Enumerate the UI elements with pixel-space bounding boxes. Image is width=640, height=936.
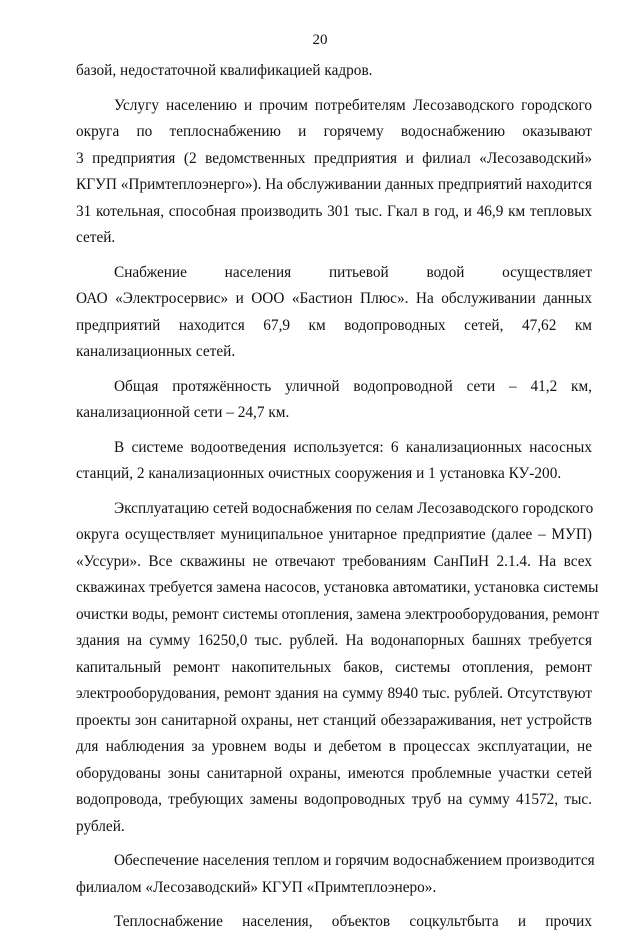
text-line: водопровода, требующих замены водопроводных труб на сумму 41572, тыс. (76, 791, 592, 808)
page-number: 20 (312, 32, 328, 48)
text-line: базой, недостаточной квалификацией кадров. (76, 62, 373, 79)
text-line: оборудованы зоны санитарной охраны, имеются проблемные участки сетей (76, 764, 592, 782)
text-line: станций, 2 канализационных очистных сооружения и 1 установка КУ-200. (76, 465, 562, 482)
paragraph (76, 58, 592, 85)
text-line: предприятий находится 67,9 км водопроводных сетей, 47,62 км (76, 316, 592, 334)
text-line: электрооборудования, ремонт здания на сумму 8940 тыс. рублей. Отсутствуют (76, 685, 592, 702)
text-line: округа осуществляет муниципальное унитарное предприятие (далее – МУП) (76, 526, 592, 543)
text-line: Общая протяжённость уличной водопроводной сети – 41,2 км, (114, 377, 592, 395)
text-line: КГУП «Примтеплоэнерго»). На обслуживании данных предприятий находится (76, 176, 592, 193)
body-text (76, 58, 600, 936)
text-line: сетей. (76, 229, 116, 246)
text-line: Теплоснабжение населения, объектов соцкультбыта и прочих (114, 913, 592, 930)
paragraph (76, 260, 592, 366)
text-line: Снабжение населения питьевой водой осуществляет (114, 263, 592, 281)
text-line: канализационных сетей. (76, 343, 236, 360)
text-line: ОАО «Электросервис» и ООО «Бастион Плюс». На обслуживании данных (76, 290, 592, 307)
text-line: «Уссури». Все скважины не отвечают требованиям СанПиН 2.1.4. На всех (76, 552, 592, 570)
text-line: здания на сумму 16250,0 тыс. рублей. На водонапорных башнях требуется (76, 632, 592, 649)
text-line: очистки воды, ремонт системы отопления, замена электрооборудования, ремонт (76, 605, 600, 623)
paragraph (76, 93, 592, 252)
text-line: В системе водоотведения используется: 6 канализационных насосных (114, 438, 592, 456)
paragraph (76, 496, 600, 841)
paragraph (76, 435, 592, 488)
text-line: 31 котельная, способная производить 301 тыс. Гкал в год, и 46,9 км тепловых (76, 202, 592, 220)
text-line: Эксплуатацию сетей водоснабжения по селам Лесозаводского городского (114, 499, 594, 517)
text-line: канализационной сети – 24,7 км. (76, 404, 290, 421)
text-line: проекты зон санитарной охраны, нет станций обеззараживания, нет устройств (76, 711, 592, 729)
text-line: Обеспечение населения теплом и горячим водоснабжением производится (114, 852, 595, 869)
text-line: рублей. (76, 817, 125, 835)
text-line: 3 предприятия (2 ведомственных предприятия и филиал «Лесозаводский» (76, 149, 592, 167)
text-line: скважинах требуется замена насосов, установка автоматики, установка системы (76, 579, 599, 596)
text-line: Услугу населению и прочим потребителям Лесозаводского городского (114, 96, 592, 114)
paragraph (76, 909, 592, 936)
text-line: капитальный ремонт накопительных баков, системы отопления, ремонт (76, 658, 592, 676)
paragraph (76, 848, 595, 901)
text-line: округа по теплоснабжению и горячему водоснабжению оказывают (76, 123, 592, 140)
paragraph (76, 374, 592, 427)
text-line: для наблюдения за уровнем воды и дебетом в процессах эксплуатации, не (76, 738, 592, 755)
text-line: филиалом «Лесозаводский» КГУП «Примтеплоэнеро». (76, 878, 437, 896)
